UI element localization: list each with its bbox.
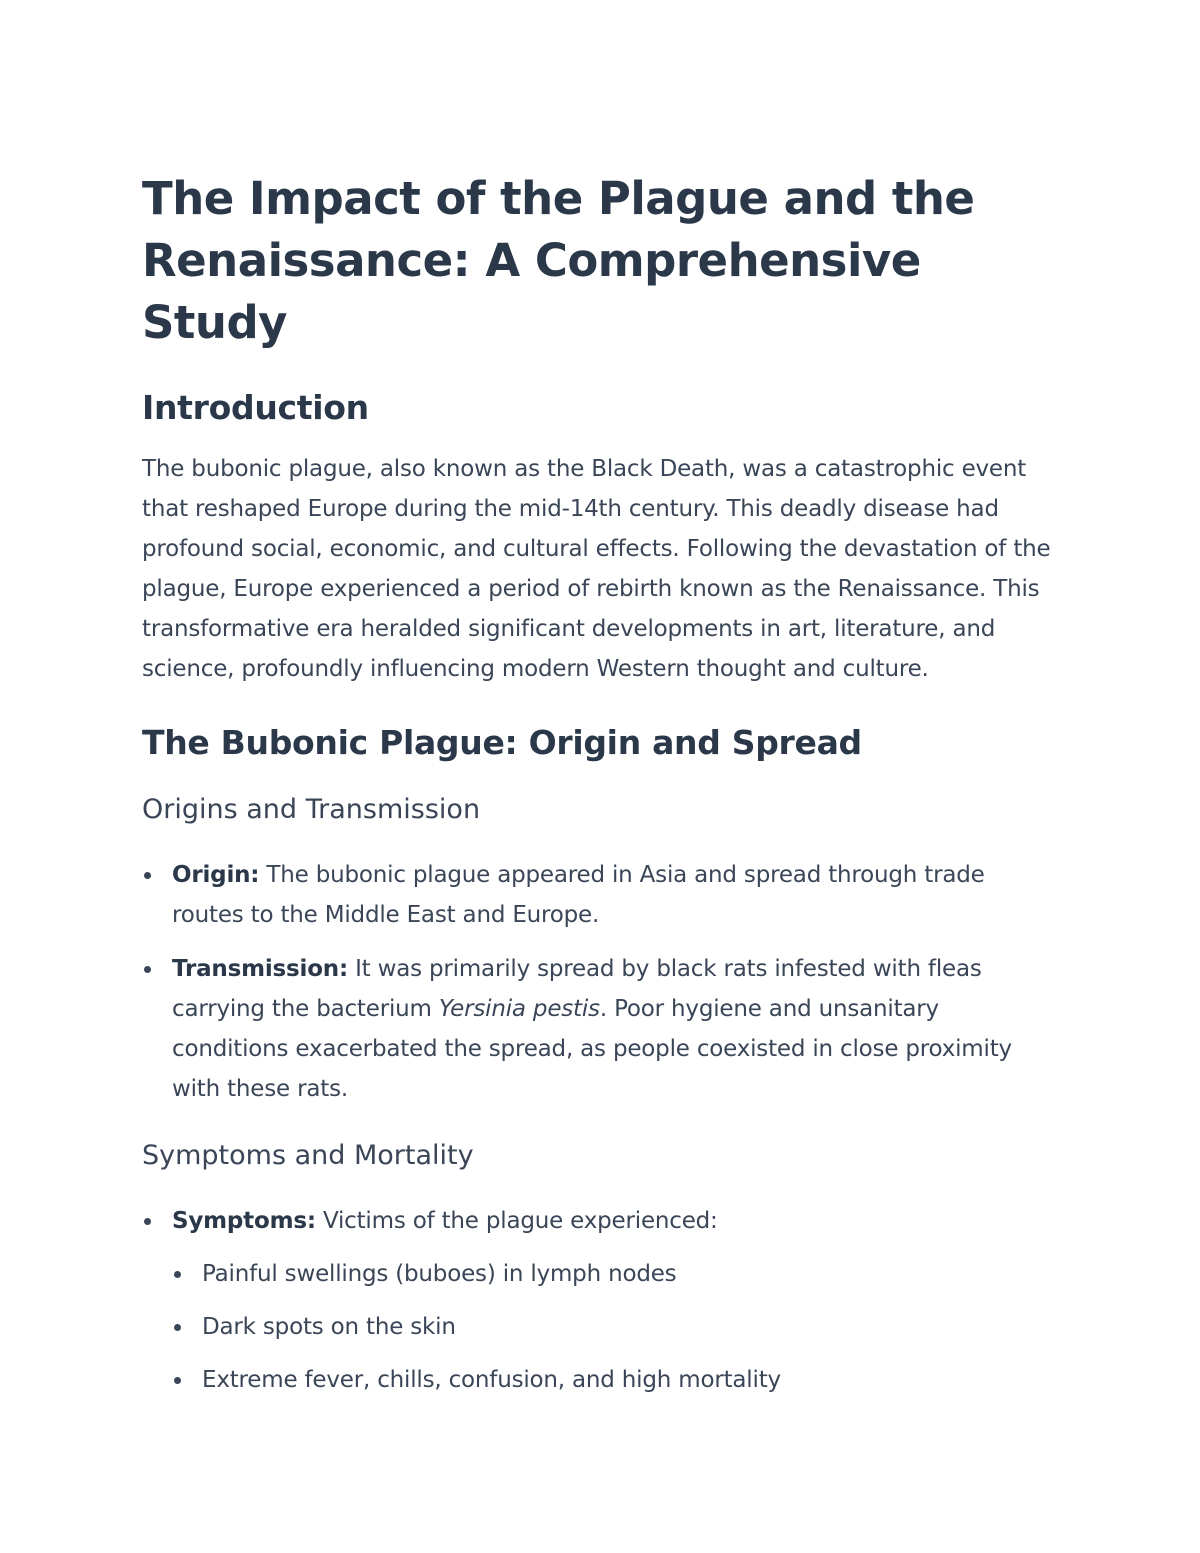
symptom-text: Extreme fever, chills, confusion, and high mortality <box>202 1367 781 1393</box>
introduction-heading: Introduction <box>142 388 369 427</box>
bullet-icon <box>144 872 151 879</box>
symptom-text: Painful swellings (buboes) in lymph nodes <box>202 1261 677 1287</box>
transmission-text-before: It was primarily spread by black rats infested with fleas carrying the bacterium <box>172 956 982 1022</box>
transmission-text-after: . Poor hygiene and unsanitary conditions exacerbated the spread, as people coexisted in close proximity with these rats. <box>172 996 1012 1102</box>
bullet-icon <box>174 1377 181 1384</box>
list-item <box>172 1254 1062 1294</box>
bacterium-name: Yersinia pestis <box>438 996 600 1022</box>
introduction-paragraph: The bubonic plague, also known as the Black Death, was a catastrophic event that reshaped Europe during the mid-14th century. This deadly disease had profound social, economic, and cultural effects. Following the devastation of the plague, Europe experienced a period of rebirth known as the Renaissance. This transformative era heralded significant developments in art, literature, and science, profoundly influencing modern Western thought and culture. <box>142 456 1051 682</box>
document-title: The Impact of the Plague and the Renaissance: A Comprehensive Study <box>142 172 975 349</box>
symptoms-list <box>142 1201 1062 1400</box>
symptoms-label: Symptoms: <box>172 1208 316 1234</box>
symptoms-text: Victims of the plague experienced: <box>315 1208 718 1234</box>
bullet-icon <box>174 1324 181 1331</box>
origin-label: Origin: <box>172 862 260 888</box>
plague-section-heading: The Bubonic Plague: Origin and Spread <box>142 723 862 762</box>
symptoms-subheading: Symptoms and Mortality <box>142 1140 474 1171</box>
symptoms-sublist <box>172 1254 1062 1400</box>
origin-text: The bubonic plague appeared in Asia and spread through trade routes to the Middle East and Europe. <box>172 862 985 928</box>
origins-list <box>142 855 1062 1109</box>
symptom-text: Dark spots on the skin <box>202 1314 456 1340</box>
list-item <box>172 1360 1062 1400</box>
list-item-transmission <box>142 949 1062 1109</box>
bullet-icon <box>144 966 151 973</box>
list-item-origin <box>142 855 1062 935</box>
transmission-label: Transmission: <box>172 956 348 982</box>
bullet-icon <box>144 1218 151 1225</box>
bullet-icon <box>174 1271 181 1278</box>
document-page <box>142 168 1062 1414</box>
list-item-symptoms <box>142 1201 1062 1400</box>
origins-subheading: Origins and Transmission <box>142 794 481 825</box>
list-item <box>172 1307 1062 1347</box>
